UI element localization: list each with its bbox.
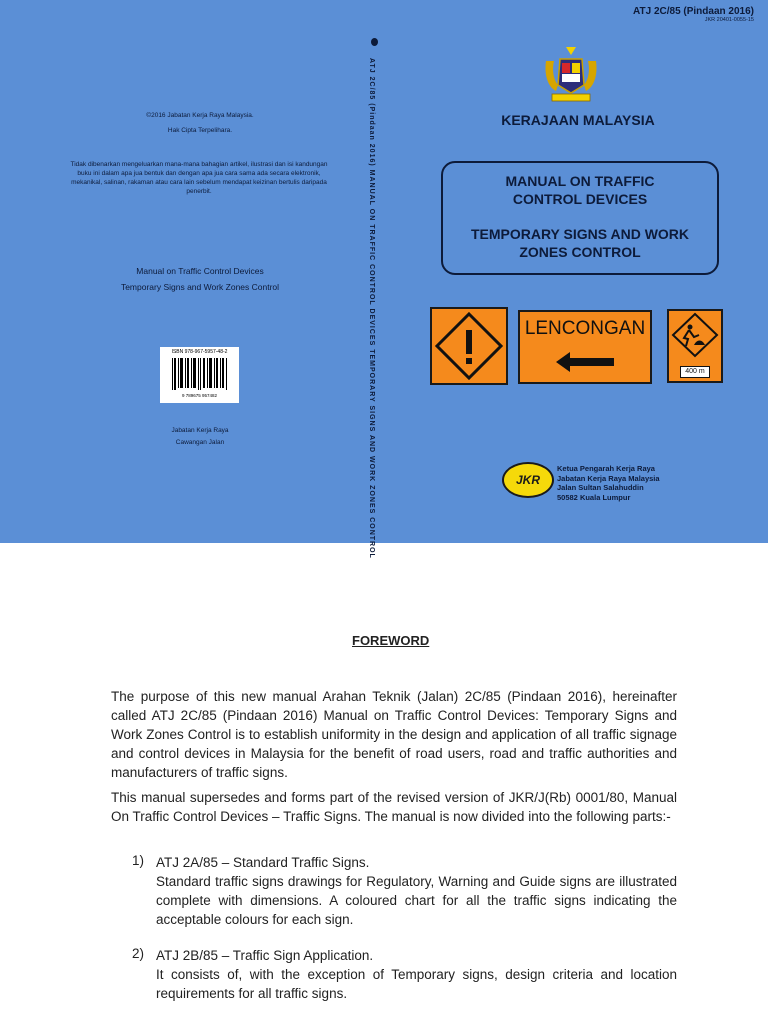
title-line-2: CONTROL DEVICES [512, 191, 648, 207]
list-item-number: 2) [132, 946, 145, 961]
coat-of-arms-icon [542, 45, 600, 105]
title-line-3: TEMPORARY SIGNS AND WORK [470, 226, 690, 242]
foreword-paragraph-2: This manual supersedes and forms part of the revised version of JKR/J(Rb) 0001/80, Manual On Traffic Control Devices – Traffic Signs. The manual is now divided into the following parts:- [111, 790, 677, 824]
title-box [441, 161, 719, 275]
isbn-barcode [160, 347, 239, 403]
distance-plate: 400 m [680, 366, 710, 378]
warning-sign [430, 307, 508, 385]
list-item [156, 853, 677, 929]
road-works-sign [667, 309, 723, 383]
address-line: Ketua Pengarah Kerja Raya [557, 464, 655, 473]
jkr-logo-text: JKR [515, 473, 540, 487]
foreword-paragraph-1: The purpose of this new manual Arahan Teknik (Jalan) 2C/85 (Pindaan 2016), hereinafter called ATJ 2C/85 (Pindaan 2016) Manual on Traffic Control Devices: Temporary Signs and Work Zones Control is to establish uniformity in the design and application of all traffic signage and control devices in Malaysia for the benefit of road users, road and traffic authorities and manufacturers of traffic signs. [111, 689, 677, 780]
detour-sign [518, 310, 652, 384]
jkr-logo [502, 462, 554, 498]
list-item-title: ATJ 2B/85 – Traffic Sign Application. [156, 948, 374, 963]
back-title-1: Manual on Traffic Control Devices [136, 266, 264, 276]
list-item-title: ATJ 2A/85 – Standard Traffic Signs. [156, 855, 370, 870]
address-line: Jalan Sultan Salahuddin [557, 483, 644, 492]
cover-code: ATJ 2C/85 (Pindaan 2016) [633, 6, 754, 17]
copyright-notice: Tidak dibenarkan mengeluarkan mana-mana bahagian artikel, ilustrasi dan isi kandungan buku ini dalam apa jua bentuk dan dengan apa jua cara sama ada secara elektronik, mekanikal, salinan, rakaman atau cara lain sebelum mendapat keizinan bertulis daripada penerbit. [70, 161, 328, 195]
book-spine [360, 58, 390, 559]
address-block [557, 464, 660, 502]
jkr-number: JKR 20401-0055-15 [704, 17, 754, 23]
roadworks-icon [669, 311, 721, 361]
copyright-text: ©2016 Jabatan Kerja Raya Malaysia. [146, 112, 254, 119]
rights-text: Hak Cipta Terpelihara. [167, 127, 233, 134]
detour-label: LENCONGAN [524, 318, 646, 339]
list-item-number: 1) [132, 853, 145, 868]
barcode-image [160, 355, 239, 391]
government-title: KERAJAAN MALAYSIA [501, 112, 655, 128]
arrow-left-icon [556, 350, 616, 374]
foreword-heading: FOREWORD [352, 633, 430, 648]
publisher-line-1: Jabatan Kerja Raya [171, 427, 229, 434]
cover-code-block [633, 6, 754, 23]
exclamation-warning-icon [432, 309, 506, 383]
back-title-2: Temporary Signs and Work Zones Control [120, 282, 280, 292]
publisher-line-2: Cawangan Jalan [175, 439, 225, 446]
list-item [156, 946, 677, 1003]
title-line-4: ZONES CONTROL [519, 244, 641, 260]
address-line: 50582 Kuala Lumpur [557, 492, 631, 502]
isbn-text: ISBN 978-967-5957-48-2 [171, 349, 228, 355]
address-line: Jabatan Kerja Raya Malaysia [557, 473, 660, 483]
barcode-digits: 9 789675 957482 [181, 393, 218, 398]
list-item-body: It consists of, with the exception of Temporary signs, design criteria and location requirements for all traffic signs. [156, 967, 677, 1001]
list-item-body: Standard traffic signs drawings for Regulatory, Warning and Guide signs are illustrated complete with dimensions. A coloured chart for all the traffic signs indicating the acceptable colours for each sign. [156, 874, 677, 927]
spine-text: ATJ 2C/85 (Pindaan 2016) MANUAL ON TRAFFIC CONTROL DEVICES TEMPORARY SIGNS AND WORK ZONES CONTROL [368, 58, 375, 559]
spine-emblem-icon [371, 38, 378, 46]
title-line-1: MANUAL ON TRAFFIC [505, 173, 655, 189]
